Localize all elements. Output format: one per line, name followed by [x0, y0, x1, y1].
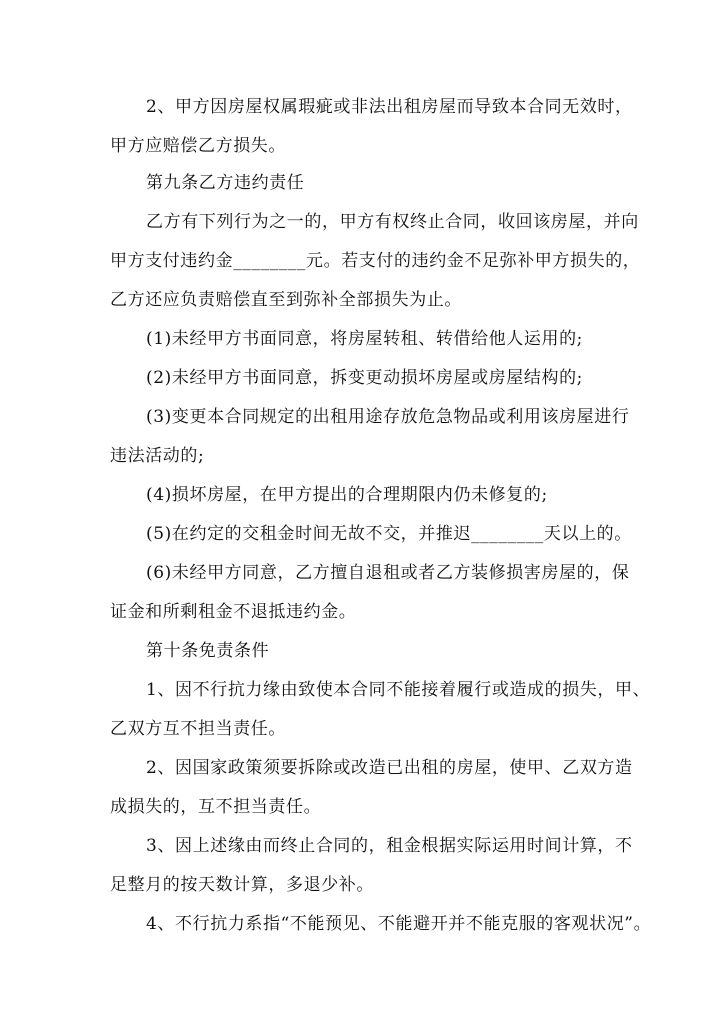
list-item-6-b: 证金和所剩租金不退抵违约金。 — [110, 602, 357, 622]
line-article-9-intro-b: 甲方支付违约金________元。若支付的违约金不足弥补甲方损失的， — [110, 251, 641, 271]
section-heading-article-9: 第九条乙方违约责任 — [146, 173, 305, 193]
line-article-10-item-3-a: 3、因上述缘由而终止合同的，租金根据实际运用时间计算，不 — [146, 836, 633, 856]
line-article-10-item-2-a: 2、因国家政策须要拆除或改造已出租的房屋，使甲、乙双方造 — [146, 758, 633, 778]
line-article-10-item-1-a: 1、因不行抗力缘由致使本合同不能接着履行或造成的损失，甲、 — [146, 680, 651, 700]
line-article-10-item-3-b: 足整月的按天数计算，多退少补。 — [110, 875, 374, 895]
list-item-2: (2)未经甲方书面同意，拆变更动损坏房屋或房屋结构的; — [146, 368, 584, 388]
line-article-10-item-4: 4、不行抗力系指“不能预见、不能避开并不能克服的客观状况”。 — [146, 914, 652, 934]
line-clause-2-a: 2、甲方因房屋权属瑕疵或非法出租房屋而导致本合同无效时， — [146, 97, 633, 117]
list-item-5: (5)在约定的交租金时间无故不交，并推迟________天以上的。 — [146, 524, 632, 544]
line-article-9-intro-c: 乙方还应负责赔偿直至到弥补全部损失为止。 — [110, 290, 462, 310]
line-clause-2-b: 甲方应赔偿乙方损失。 — [110, 136, 286, 156]
list-item-3-b: 违法活动的; — [110, 446, 205, 466]
section-heading-article-10: 第十条免责条件 — [146, 641, 270, 661]
list-item-6-a: (6)未经甲方同意，乙方擅自退租或者乙方装修损害房屋的，保 — [146, 563, 630, 583]
list-item-4: (4)损坏房屋，在甲方提出的合理期限内仍未修复的; — [146, 485, 548, 505]
line-article-10-item-2-b: 成损失的，互不担当责任。 — [110, 797, 322, 817]
line-article-10-item-1-b: 乙双方互不担当责任。 — [110, 719, 286, 739]
list-item-1: (1)未经甲方书面同意，将房屋转租、转借给他人运用的; — [146, 329, 584, 349]
line-article-9-intro-a: 乙方有下列行为之一的，甲方有权终止合同，收回该房屋，并向 — [146, 212, 639, 232]
list-item-3-a: (3)变更本合同规定的出租用途存放危急物品或利用该房屋进行 — [146, 407, 630, 427]
